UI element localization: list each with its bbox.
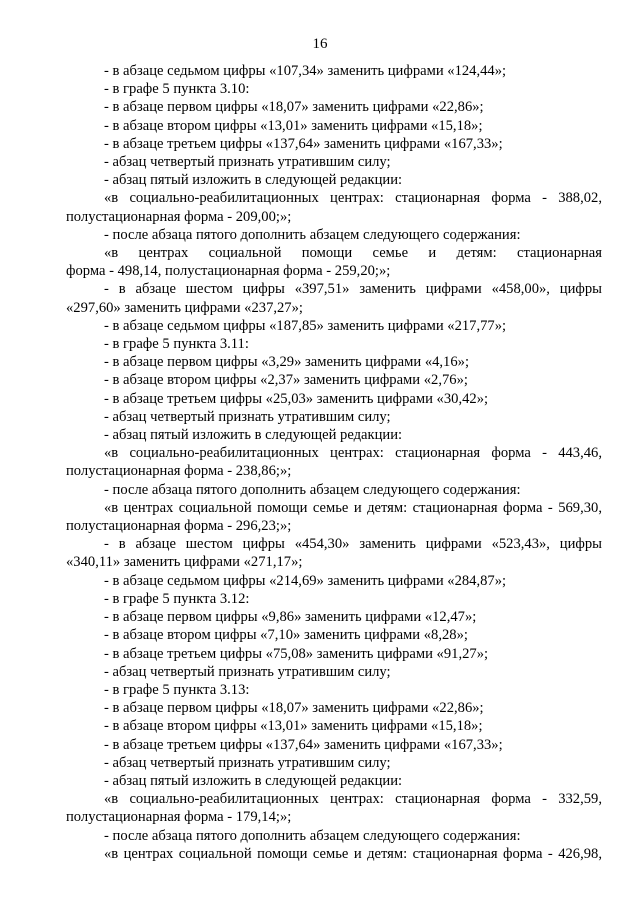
text-line: - в абзаце седьмом цифры «107,34» заменить цифрами «124,44»; (104, 63, 507, 79)
text-line: - в абзаце втором цифры «2,37» заменить цифрами «2,76»; (104, 372, 468, 389)
text-line: - в абзаце седьмом цифры «214,69» заменить цифрами «284,87»; (104, 572, 507, 589)
text-line: - после абзаца пятого дополнить абзацем следующего содержания: (104, 481, 521, 498)
text-line: - абзац пятый изложить в следующей редакции: (104, 172, 403, 189)
text-line: - абзац четвертый признать утратившим силу; (104, 663, 391, 680)
text-line: - после абзаца пятого дополнить абзацем следующего содержания: (104, 226, 521, 243)
text-line: - в абзаце третьем цифры «137,64» заменить цифрами «167,33»; (104, 135, 503, 152)
text-line: - в графе 5 пункта 3.13: (104, 681, 250, 698)
text-line: - абзац четвертый признать утратившим силу; (104, 408, 391, 425)
text-line: - абзац пятый изложить в следующей редакции: (104, 772, 403, 789)
text-line: - в абзаце первом цифры «18,07» заменить цифрами «22,86»; (104, 99, 484, 116)
text-line: - в абзаце втором цифры «13,01» заменить цифрами «15,18»; (104, 117, 483, 134)
text-line: - в абзаце втором цифры «13,01» заменить цифрами «15,18»; (104, 718, 483, 735)
text-line: - в абзаце третьем цифры «137,64» заменить цифрами «167,33»; (104, 736, 503, 753)
text-line: «297,60» заменить цифрами «237,27»; (66, 299, 303, 316)
text-line: - в абзаце первом цифры «9,86» заменить цифрами «12,47»; (104, 609, 477, 626)
text-line: форма - 498,14, полустационарная форма - 259,20;»; (66, 263, 391, 280)
text-line: полустационарная форма - 179,14;»; (66, 809, 292, 826)
text-line: «340,11» заменить цифрами «271,17»; (66, 554, 303, 571)
text-line: - в абзаце втором цифры «7,10» заменить цифрами «8,28»; (104, 627, 468, 644)
text-line: «в центрах социальной помощи семье и детям: стационарная (104, 245, 602, 262)
text-line: полустационарная форма - 209,00;»; (66, 208, 292, 225)
text-line: - в абзаце седьмом цифры «187,85» заменить цифрами «217,77»; (104, 317, 507, 334)
text-line: - в абзаце первом цифры «3,29» заменить цифрами «4,16»; (104, 354, 470, 371)
text-line: «в социально-реабилитационных центрах: стационарная форма - 443,46, (104, 445, 602, 462)
text-line: - абзац четвертый признать утратившим силу; (104, 754, 391, 771)
text-line: - в графе 5 пункта 3.11: (104, 336, 249, 353)
text-line: полустационарная форма - 238,86;»; (66, 463, 292, 480)
text-line: «в социально-реабилитационных центрах: стационарная форма - 388,02, (104, 190, 602, 207)
page-number: 16 (312, 36, 328, 52)
text-line: - в графе 5 пункта 3.12: (104, 590, 250, 607)
text-line: - абзац четвертый признать утратившим силу; (104, 154, 391, 171)
text-line: «в социально-реабилитационных центрах: стационарная форма - 332,59, (104, 791, 602, 808)
document-body (66, 62, 602, 863)
text-line: - в абзаце шестом цифры «454,30» заменить цифрами «523,43», цифры (104, 536, 602, 553)
text-line: полустационарная форма - 296,23;»; (66, 518, 292, 535)
text-line: - после абзаца пятого дополнить абзацем следующего содержания: (104, 827, 521, 844)
text-line: - в абзаце шестом цифры «397,51» заменить цифрами «458,00», цифры (104, 281, 602, 298)
text-line: - в графе 5 пункта 3.10: (104, 81, 250, 98)
text-line: - в абзаце первом цифры «18,07» заменить цифрами «22,86»; (104, 700, 484, 717)
text-line: - в абзаце третьем цифры «25,03» заменить цифрами «30,42»; (104, 390, 489, 407)
text-line: «в центрах социальной помощи семье и детям: стационарная форма - 569,30, (104, 499, 602, 516)
text-line: «в центрах социальной помощи семье и детям: стационарная форма - 426,98, (104, 845, 602, 862)
text-line: - абзац пятый изложить в следующей редакции: (104, 427, 403, 444)
text-line: - в абзаце третьем цифры «75,08» заменить цифрами «91,27»; (104, 645, 489, 662)
